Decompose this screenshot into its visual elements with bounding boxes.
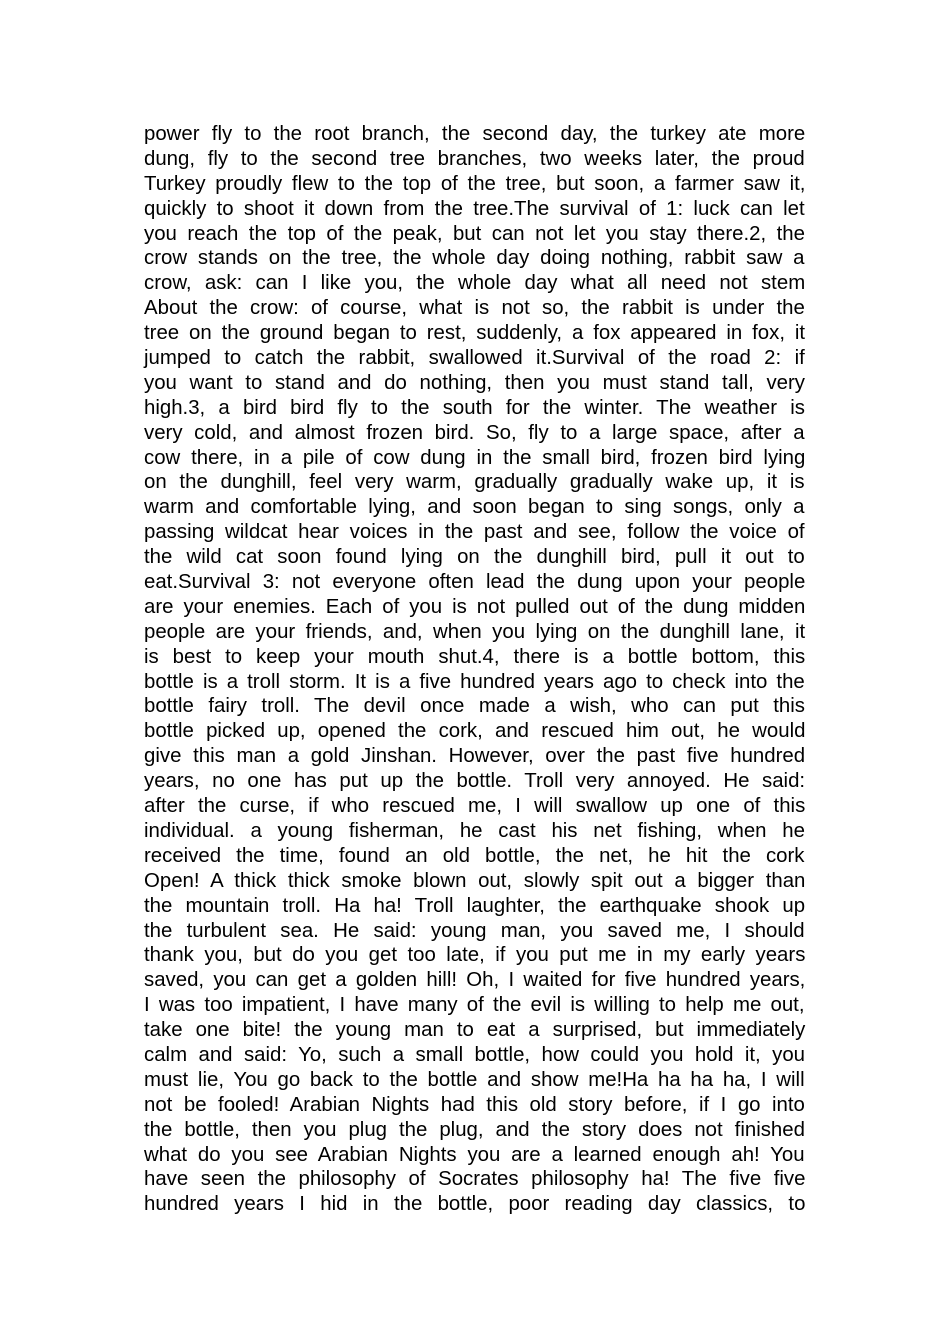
text-line: Turkey proudly flew to the top of the tree, but soon, a farmer saw it,: [144, 172, 806, 195]
text-line: people are your friends, and, when you lying on the dunghill lane, it: [144, 620, 806, 643]
text-line: About the crow: of course, what is not so, the rabbit is under the: [144, 297, 805, 320]
text-line: power fly to the root branch, the second day, the turkey ate more: [144, 123, 806, 145]
text-line: take one bite! the young man to eat a surprised, but immediately: [144, 1019, 806, 1042]
text-line: calm and said: Yo, such a small bottle, how could you hold it, you: [144, 1043, 806, 1066]
text-line: the bottle, then you plug the plug, and the story does not finished: [144, 1118, 805, 1141]
text-line: high.3, a bird bird fly to the south for the winter. The weather is: [144, 396, 805, 419]
text-line: individual. a young fisherman, he cast his net fishing, when he: [144, 819, 805, 842]
text-line: warm and comfortable lying, and soon began to sing songs, only a: [144, 496, 805, 519]
text-line: crow, ask: can I like you, the whole day what all need not stem: [144, 272, 806, 295]
text-line: dung, fly to the second tree branches, two weeks later, the proud: [144, 147, 805, 170]
text-line: passing wildcat hear voices in the past and see, follow the voice of: [144, 521, 805, 544]
text-line: what do you see Arabian Nights you are a learned enough ah! You: [144, 1143, 805, 1166]
text-line: years, no one has put up the bottle. Troll very annoyed. He said:: [144, 770, 806, 793]
body-text: [144, 122, 805, 1217]
text-line: thank you, but do you get too late, if you put me in my early years: [144, 944, 806, 967]
text-line: not be fooled! Arabian Nights had this old story before, if I go into: [144, 1093, 805, 1116]
text-line: crow stands on the tree, the whole day doing nothing, rabbit saw a: [144, 247, 805, 270]
text-line: you want to stand and do nothing, then you must stand tall, very: [144, 371, 805, 394]
text-line: after the curse, if who rescued me, I will swallow up one of this: [144, 795, 806, 818]
text-line: must lie, You go back to the bottle and show me!Ha ha ha ha, I will: [144, 1068, 805, 1091]
text-line: cow there, in a pile of cow dung in the small bird, frozen bird lying: [144, 446, 806, 469]
text-line: bottle picked up, opened the cork, and rescued him out, he would: [144, 720, 806, 743]
text-line: tree on the ground began to rest, suddenly, a fox appeared in fox, it: [144, 322, 806, 345]
text-line: bottle is a troll storm. It is a five hundred years ago to check into the: [144, 670, 805, 693]
text-line: saved, you can get a golden hill! Oh, I waited for five hundred years,: [144, 969, 806, 992]
text-line: the mountain troll. Ha ha! Troll laughter, the earthquake shook up: [144, 894, 806, 917]
text-line: the wild cat soon found lying on the dunghill bird, pull it out to: [144, 546, 805, 569]
text-line: have seen the philosophy of Socrates philosophy ha! The five five: [144, 1168, 806, 1191]
text-line: very cold, and almost frozen bird. So, fly to a large space, after a: [144, 421, 805, 444]
text-line: I was too impatient, I have many of the evil is willing to help me out,: [144, 994, 805, 1017]
text-line: eat.Survival 3: not everyone often lead the dung upon your people: [144, 571, 806, 594]
text-line: quickly to shoot it down from the tree.The survival of 1: luck can let: [144, 197, 805, 220]
text-line: Open! A thick thick smoke blown out, slowly spit out a bigger than: [144, 869, 806, 892]
text-line: received the time, found an old bottle, the net, he hit the cork: [144, 844, 805, 867]
text-line: are your enemies. Each of you is not pulled out of the dung midden: [144, 595, 806, 618]
text-line: on the dunghill, feel very warm, gradually gradually wake up, it is: [144, 471, 805, 494]
text-line: the turbulent sea. He said: young man, you saved me, I should: [144, 919, 805, 942]
text-line: is best to keep your mouth shut.4, there is a bottle bottom, this: [144, 645, 806, 668]
text-line: bottle fairy troll. The devil once made a wish, who can put this: [144, 695, 805, 718]
text-line: jumped to catch the rabbit, swallowed it.Survival of the road 2: if: [144, 347, 805, 370]
text-line: give this man a gold Jinshan. However, over the past five hundred: [144, 745, 806, 768]
text-line: you reach the top of the peak, but can not let you stay there.2, the: [144, 222, 805, 245]
text-line: hundred years I hid in the bottle, poor reading day classics, to: [144, 1193, 806, 1216]
